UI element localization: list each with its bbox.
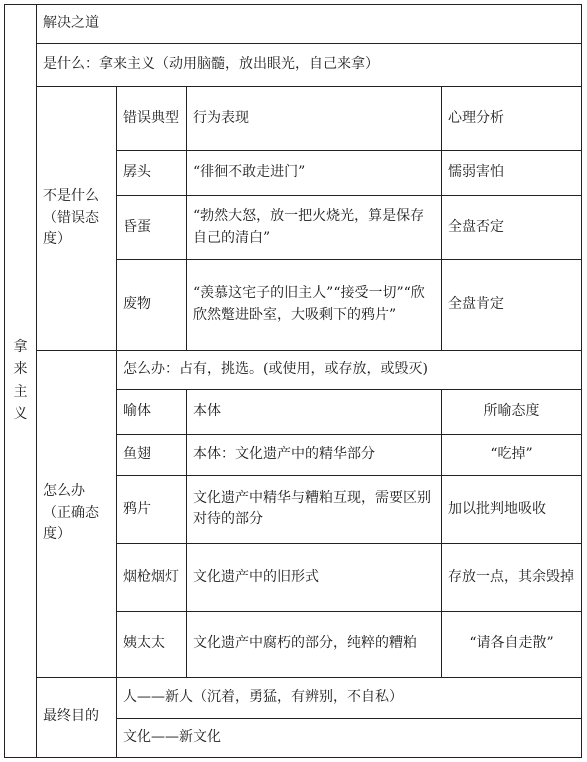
col-header-attitude: 所喻态度 — [442, 389, 582, 434]
goal-label-cell: 最终目的 — [37, 677, 117, 757]
header-row — [5, 5, 582, 44]
tenor: 文化遗产中精华与糟粕互现，需要区别对待的部分 — [187, 476, 442, 544]
tenor: 文化遗产中腐朽的部分，纯粹的糟粕 — [187, 611, 442, 677]
vehicle: 烟枪烟灯 — [117, 543, 187, 611]
attitude: 存放一点，其余毁掉 — [442, 543, 582, 611]
tenor: 本体：文化遗产中的精华部分 — [187, 434, 442, 475]
vehicle: 姨太太 — [117, 611, 187, 677]
not-header-row — [5, 87, 582, 151]
goal-row — [5, 677, 582, 718]
not-label-cell: 不是什么（错误态度） — [37, 87, 117, 350]
psych: 全盘肯定 — [442, 260, 582, 351]
goal-item: 人——新人（沉着，勇猛，有辨别，不自私） — [117, 677, 582, 718]
behavior: “徘徊不敢走进门” — [187, 151, 442, 196]
attitude: “吃掉” — [442, 434, 582, 475]
psych: 全盘否定 — [442, 196, 582, 260]
what-is-row — [5, 44, 582, 87]
behavior: “勃然大怒，放一把火烧光，算是保存自己的清白” — [187, 196, 442, 260]
vehicle: 鱼翅 — [117, 434, 187, 475]
col-header-tenor: 本体 — [187, 389, 442, 434]
how-summary-row — [5, 350, 582, 389]
col-header-vehicle: 喻体 — [117, 389, 187, 434]
goal-item: 文化——新文化 — [117, 718, 582, 757]
vehicle: 鸦片 — [117, 476, 187, 544]
how-summary-cell: 怎么办：占有，挑选。(或使用，或存放，或毁灭) — [117, 350, 582, 389]
behavior: “羡慕这宅子的旧主人”“接受一切”“欣欣然蹩进卧室，大吸剩下的鸦片” — [187, 260, 442, 351]
col-header-behavior: 行为表现 — [187, 87, 442, 151]
topic-label: 拿来主义 — [13, 339, 28, 423]
how-label-cell: 怎么办（正确态度） — [37, 350, 117, 677]
tenor: 文化遗产中的旧形式 — [187, 543, 442, 611]
what-is-cell: 是什么：拿来主义（动用脑髓，放出眼光，自己来拿） — [37, 44, 582, 87]
attitude: “请各自走散” — [442, 611, 582, 677]
header-cell: 解决之道 — [37, 5, 582, 44]
topic-cell — [5, 5, 37, 758]
col-header-type: 错误典型 — [117, 87, 187, 151]
col-header-psych: 心理分析 — [442, 87, 582, 151]
error-type: 昏蛋 — [117, 196, 187, 260]
psych: 懦弱害怕 — [442, 151, 582, 196]
error-type: 废物 — [117, 260, 187, 351]
error-type: 孱头 — [117, 151, 187, 196]
attitude: 加以批判地吸收 — [442, 476, 582, 544]
outline-table — [4, 4, 582, 758]
